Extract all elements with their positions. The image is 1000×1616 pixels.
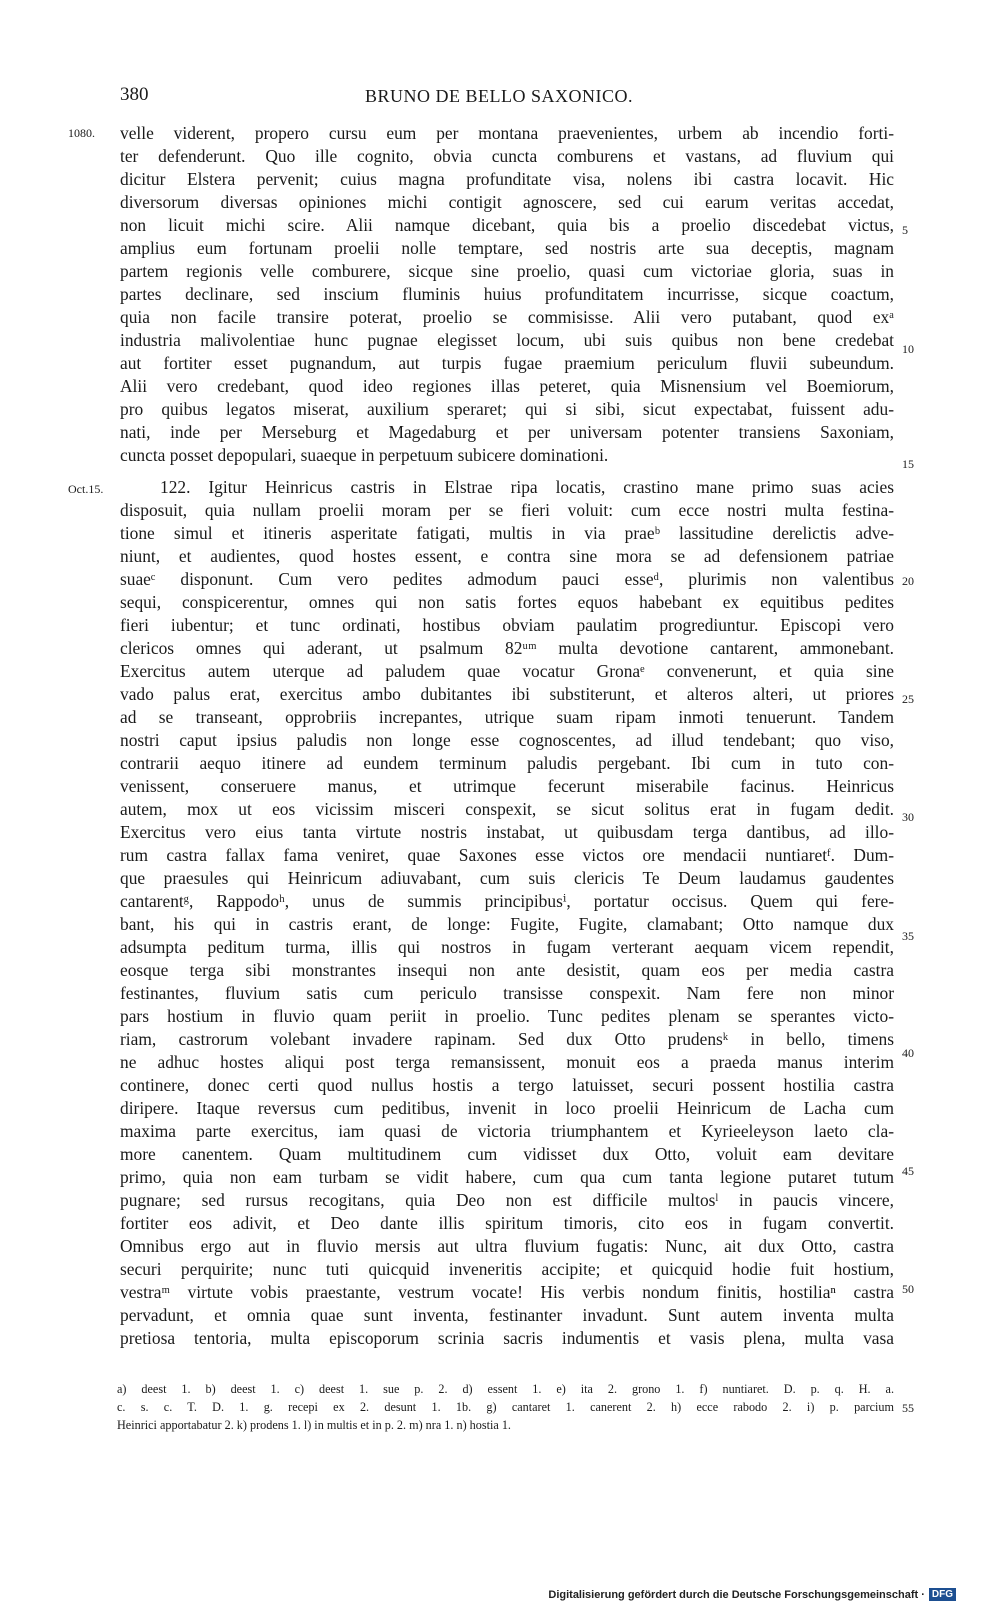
line-number: 25 [902,692,914,706]
text-line: fieri iubentur; et tunc ordinati, hostibus obviam paulatim progrediuntur. Episcopi vero [120,615,894,635]
text-line: securi perquirite; nunc tuti quicquid inveneritis accipite; et quicquid hodie fuit hostium, [120,1259,894,1279]
line-number: 5 [902,223,908,237]
text-line: riam, castrorum volebant invadere rapinam. Sed dux Otto prudensᵏ in bello, timens [120,1029,894,1049]
text-line: Alii vero credebant, quod ideo regiones illas peteret, quia Misnensium vel Boemiorum, [120,376,894,396]
text-line: industria malivolentiae hunc pugnae elegisset locum, ubi suis quibus non bene credebat [120,330,894,350]
text-line: venissent, conseruere manus, et utrimque fecerunt miserabile facinus. Heinricus [120,776,894,796]
text-line: rum castra fallax fama veniret, quae Saxones esse victos ore mendacii nuntiaretᶠ. Dum- [120,845,894,865]
line-number: 15 [902,457,914,471]
text-line: bant, his qui in castris erant, de longe: Fugite, Fugite, clamabant; Otto namque dux [120,914,894,934]
text-line: maxima parte exercitus, iam quasi de victoria triumphantem et Kyrieeleyson laeto cla- [120,1121,894,1141]
text-line: primo, quia non eam turbam se vidit habere, cum qua cum tanta legione putaret tutum [120,1167,894,1187]
line-number: 50 [902,1282,914,1296]
dfg-logo: DFG [929,1588,956,1601]
text-line: nati, inde per Merseburg et Magedaburg et per universam potenter transiens Saxoniam, [120,422,894,442]
text-line: velle viderent, propero cursu eum per montana praevenientes, urbem ab incendio forti- [120,123,894,143]
text-line: pars hostium in fluvio quam periit in proelio. Tunc pedites plenam se sperantes victo- [120,1006,894,1026]
text-line: diversorum diversas opiniones michi contigit agnoscere, sed cui earum veritas accedat, [120,192,894,212]
text-line: vado palus erat, exercitus ambo dubitantes ibi substiterunt, et alteros alteri, ut priores [120,684,894,704]
text-line: Exercitus autem uterque ad paludem quae vocatur Gronaᵉ convenerunt, et quia sine [120,661,894,681]
text-line: que praesules qui Heinricum adiuvabant, cum suis clericis Te Deum laudamus gaudentes [120,868,894,888]
text-line: festinantes, fluvium satis cum periculo transisse conspexit. Nam fere non minor [120,983,894,1003]
footnote-line: Heinrici apportabatur 2. k) prodens 1. l) in multis et in p. 2. m) nra 1. n) hostia 1. [117,1418,511,1432]
footer-text: Digitalisierung gefördert durch die Deutsche Forschungsgemeinschaft · [548,1588,925,1601]
text-line: pretiosa tentoria, multa episcoporum scrinia sacris indumentis et vasis plena, multa vasa [120,1328,894,1348]
footnote-line: c. s. c. T. D. 1. g. recepi ex 2. desunt 1. 1b. g) cantaret 1. canerent 2. h) ecce rabodo 2. i) p. parcium [117,1400,894,1414]
text-line: autem, mox ut eos vicissim misceri conspexit, se sicut solitus erat in fugam dedit. [120,799,894,819]
text-line: eosque terga sibi monstrantes insequi non ante desistit, quam eos per media castra [120,960,894,980]
line-number: 35 [902,929,914,943]
text-line: ter defenderunt. Quo ille cognito, obvia cuncta comburens et vastans, ad fluvium qui [120,146,894,166]
text-line: disposuit, quia nullam proelii moram per se fieri voluit: cum ecce nostri multa festina- [120,500,894,520]
text-line: fortiter eos adivit, et Deo dante illis spiritum timoris, cito eos in fugam convertit. [120,1213,894,1233]
line-number: 55 [902,1401,914,1415]
text-line: partem regionis velle comburere, sicque sine proelio, quasi cum victoriae gloria, suas in [120,261,894,281]
text-line: continere, donec certi quod nullus hostis a tergo latuisset, securi possent hostilia castra [120,1075,894,1095]
text-line: dicitur Elstera pervenit; cuius magna profunditate visa, nolens ibi castra locavit. Hic [120,169,894,189]
text-line: non licuit michi scire. Alii namque dicebant, quia bis a proelio discedebat victus, [120,215,894,235]
text-line: vestraᵐ virtute vobis praestante, vestrum vocate! His verbis nondum finitis, hostiliaⁿ castra [120,1282,894,1302]
text-line: cantarentᵍ, Rappodoʰ, unus de summis principibusⁱ, portatur occisus. Quem qui fere- [120,891,894,911]
text-line: aut fortiter esset pugnandum, aut turpis fugae praemium periculum fluvii subeundum. [120,353,894,373]
line-number: 45 [902,1164,914,1178]
margin-date-oct15: Oct.15. [68,482,104,496]
text-line: amplius eum fortunam proelii nolle temptare, sed nostris arte sua deceptis, magnam [120,238,894,258]
text-line: more canentem. Quam multitudinem cum vidisset dux Otto, voluit eam devitare [120,1144,894,1164]
text-line: contrarii aequo itinere ad eundem terminum paludis pergebant. Ibi cum in tuto con- [120,753,894,773]
text-line: quia non facile transire poterat, proelio se commisisse. Alii vero putabant, quod exᵃ [120,307,894,327]
page-number: 380 [120,84,149,105]
text-line: pro quibus legatos miserat, auxilium speraret; qui si sibi, sicut expectabat, fuissent adu- [120,399,894,419]
text-line: pugnare; sed rursus recogitans, quia Deo non est difficile multosˡ in paucis vincere, [120,1190,894,1210]
text-line: clericos omnes qui aderant, ut psalmum 82ᵘᵐ multa devotione cantarent, ammonebant. [120,638,894,658]
text-line: suaeᶜ disponunt. Cum vero pedites admodum pauci esseᵈ, plurimis non valentibus [120,569,894,589]
margin-year-1080: 1080. [68,126,95,140]
running-head: BRUNO DE BELLO SAXONICO. [365,86,633,106]
text-line: pervadunt, et omnia quae sunt inventa, festinanter invadunt. Sunt autem inventa multa [120,1305,894,1325]
footnote-line: a) deest 1. b) deest 1. c) deest 1. sue p. 2. d) essent 1. e) ita 2. grono 1. f) nuntiaret. D. p. q. H. a. [117,1382,894,1396]
line-number: 20 [902,574,914,588]
text-line: partes declinare, sed inscium fluminis huius profunditatem incurrisse, sicque coactum, [120,284,894,304]
section-start-122: 122. Igitur Heinricus castris in Elstrae ripa locatis, crastino mane primo suas acies [160,477,894,497]
line-number: 30 [902,810,914,824]
text-line: niunt, et audientes, quod hostes essent, e contra sine mora se ad defensionem patriae [120,546,894,566]
text-line: Exercitus vero eius tanta virtute nostris instabat, ut quibusdam terga dantibus, ad illo- [120,822,894,842]
text-line: ad se transeant, opprobriis increpantes, utrique suam ripam inmoti tenuerunt. Tandem [120,707,894,727]
text-line: diripere. Itaque reversus cum peditibus, invenit in loco proelii Heinricum de Lacha cum [120,1098,894,1118]
text-line: ne adhuc hostes aliqui post terga remansissent, monuit eos a praeda manus interim [120,1052,894,1072]
text-line: cuncta posset depopulari, suaeque in perpetuum subicere dominationi. [120,445,609,465]
text-line: adsumpta peditum turma, illis qui nostros in fugam verterant aequam vicem rependit, [120,937,894,957]
text-line: nostri caput ipsius paludis non longe esse cognoscentes, ad illud tendebant; quo viso, [120,730,894,750]
line-number: 40 [902,1046,914,1060]
text-line: sequi, conspicerentur, omnes qui non satis fortes equos habebant ex equitibus pedites [120,592,894,612]
text-line: tione simul et itineris asperitate fatigati, multis in via praeᵇ lassitudine derelictis adve- [120,523,894,543]
footer-credit [548,1588,956,1601]
text-line: Omnibus ergo aut in fluvio mersis aut ultra fluvium fugatis: Nunc, ait dux Otto, castra [120,1236,894,1256]
line-number: 10 [902,342,914,356]
